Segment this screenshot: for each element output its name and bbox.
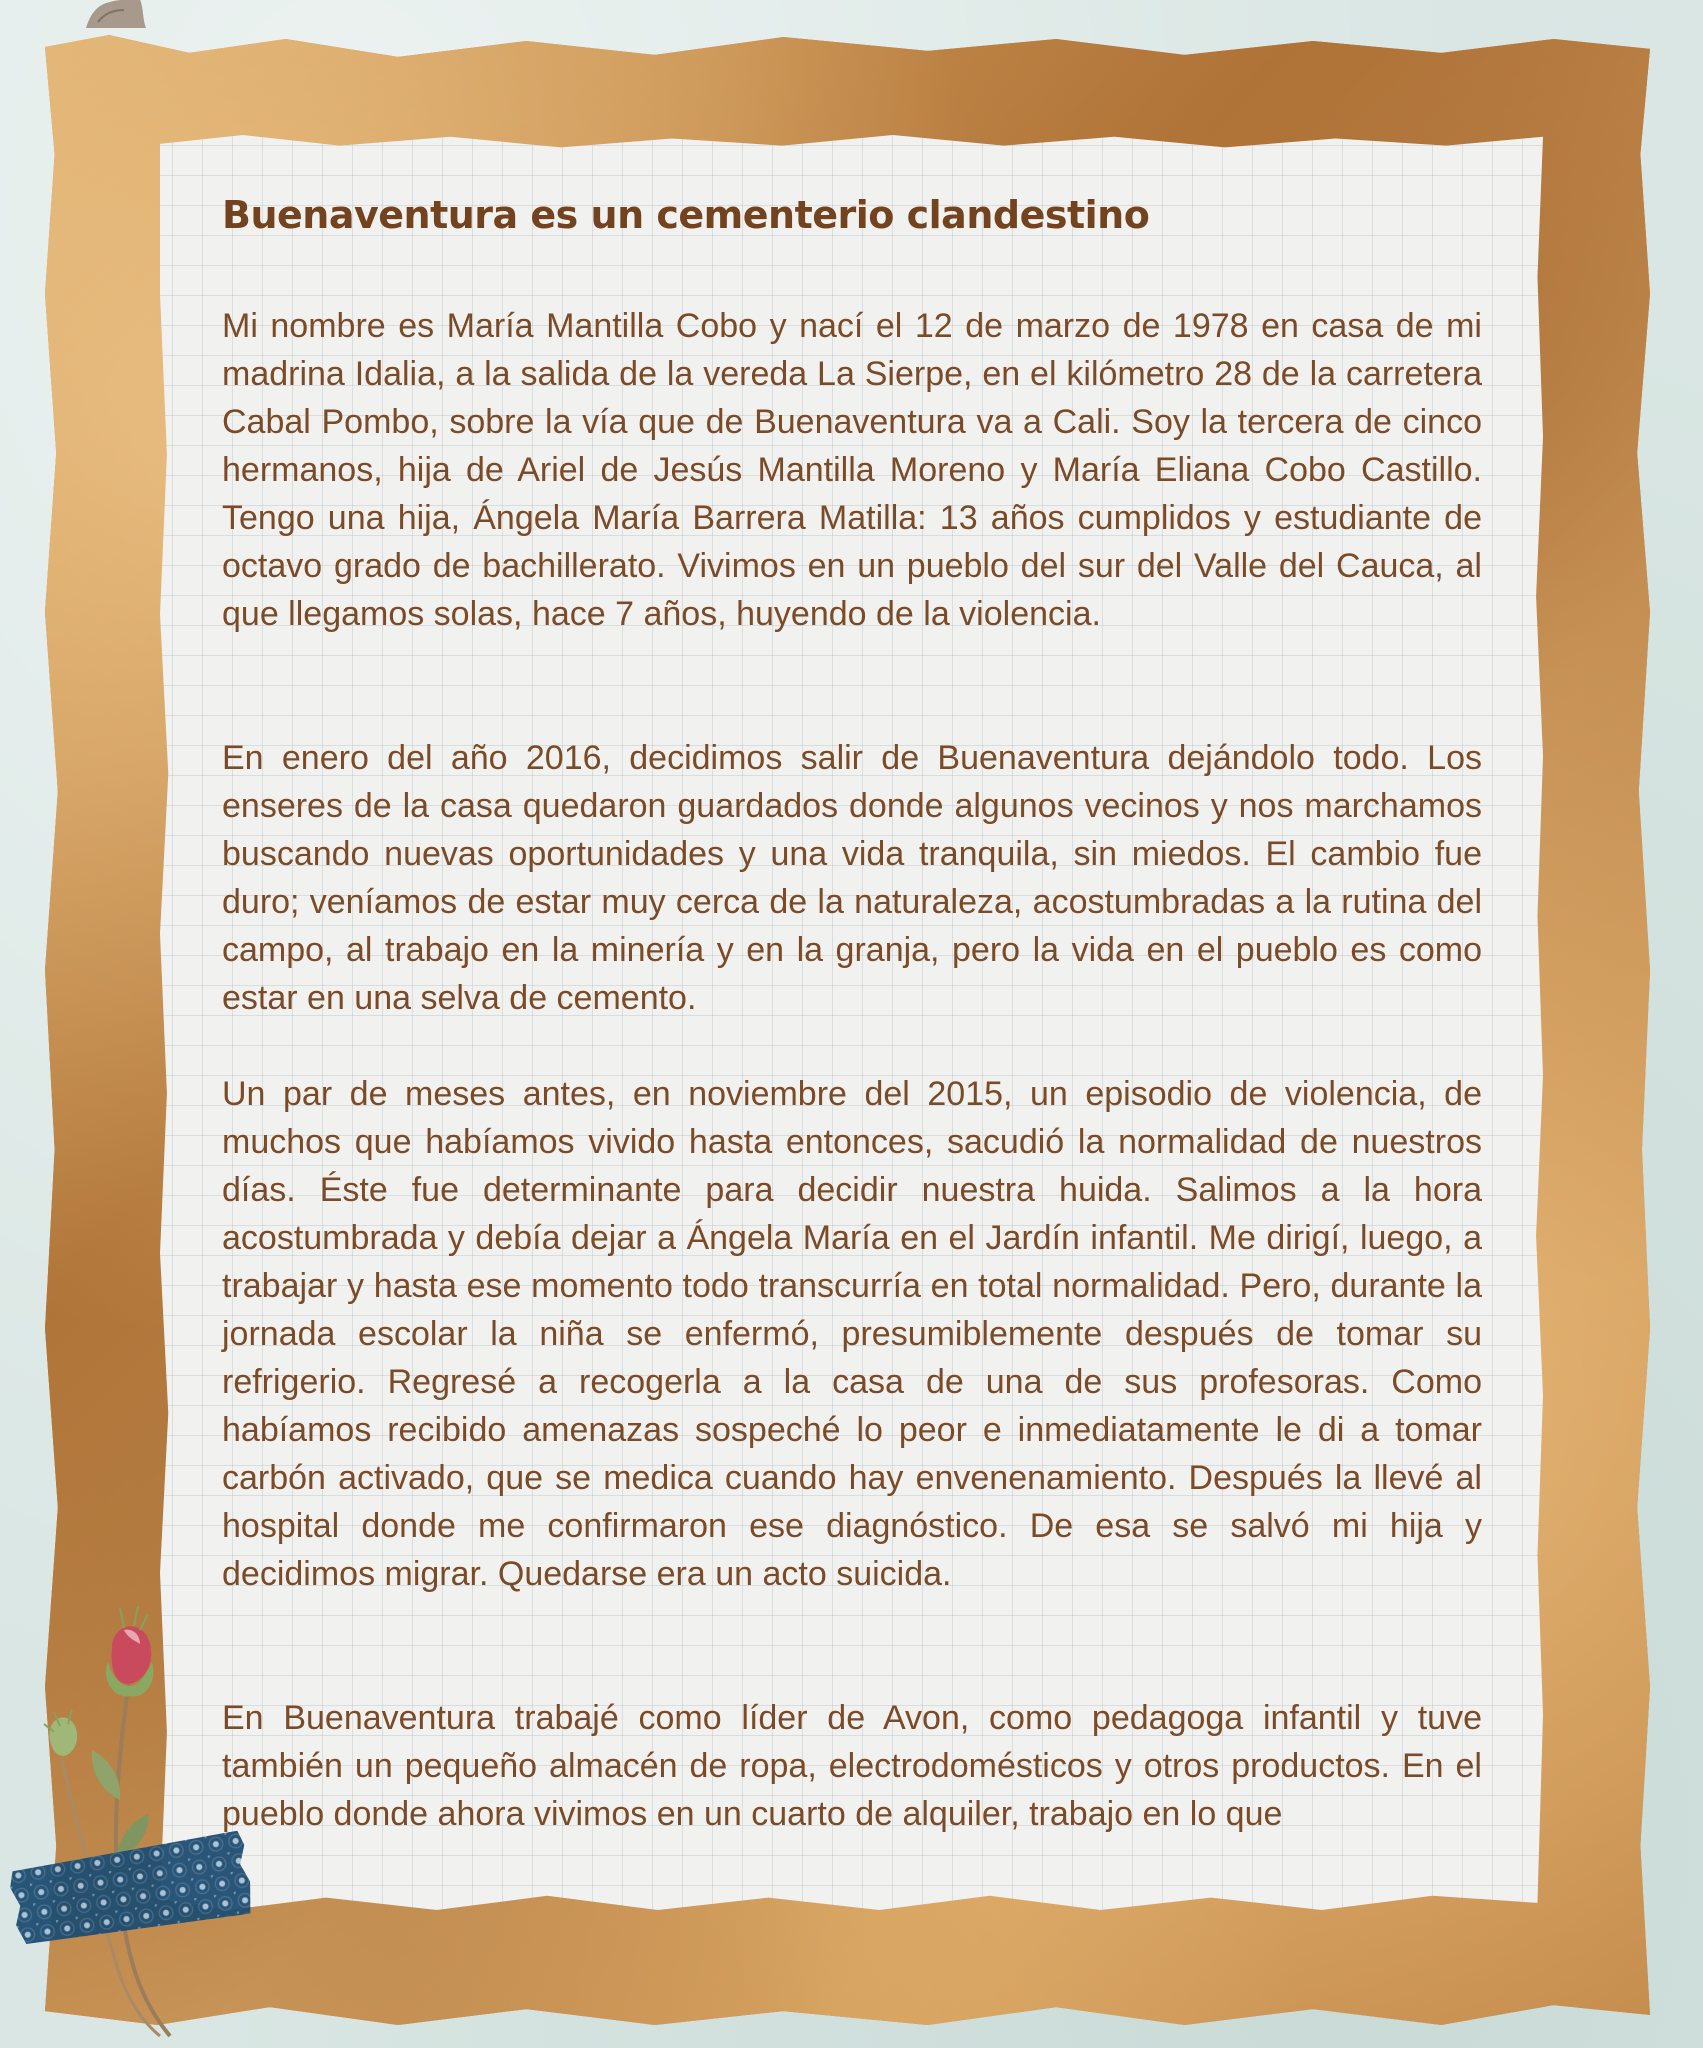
paragraph-1: Mi nombre es María Mantilla Cobo y nací el 12 de marzo de 1978 en casa de mi madrina Idalia, a la salida de la vereda La Sierpe, en el kilómetro 28 de la carretera Cabal Pombo, sobre la vía que de Buenaventura va a Cali. Soy la tercera de cinco hermanos, hija de Ariel de Jesús Mantilla Moreno y María Eliana Cobo Castillo. Tengo una hija, Ángela María Barrera Matilla: 13 años cumplidos y estudiante de octavo grado de bachillerato. Vivimos en un pueblo del sur del Valle del Cauca, al que llegamos solas, hace 7 años, huyendo de la violencia.: [222, 307, 1482, 633]
paragraph-4: En Buenaventura trabajé como líder de Avon, como pedagoga infantil y tuve también un pequeño almacén de ropa, electrodomésticos y otros productos. En el pueblo donde ahora vivimos en un cuarto de alquiler, trabajo en lo que: [222, 1699, 1482, 1833]
rose-bud-decoration: [20, 1600, 210, 2040]
rock-decoration: [80, 0, 150, 28]
paragraph-3: Un par de meses antes, en noviembre del 2015, un episodio de violencia, de muchos que habíamos vivido hasta entonces, sacudió la normalidad de nuestros días. Éste fue determinante para decidir nuestra huida. Salimos a la hora acostumbrada y debía dejar a Ángela María en el Jardín infantil. Me dirigí, luego, a trabajar y hasta ese momento todo transcurría en total normalidad. Pero, durante la jornada escolar la niña se enfermó, presumiblemente después de tomar su refrigerio. Regresé a recogerla a la casa de una de sus profesoras. Como habíamos recibido amenazas sospeché lo peor e inmediatamente le di a tomar carbón activado, que se medica cuando hay envenenamiento. Después la llevé al hospital donde me confirmaron ese diagnóstico. De esa se salvó mi hija y decidimos migrar. Quedarse era un acto suicida.: [222, 1075, 1482, 1593]
page-title: Buenaventura es un cementerio clandestino: [222, 193, 1150, 237]
paragraph-2: En enero del año 2016, decidimos salir de Buenaventura dejándolo todo. Los enseres de la casa quedaron guardados donde algunos vecinos y nos marchamos buscando nuevas oportunidades y una vida tranquila, sin miedos. El cambio fue duro; veníamos de estar muy cerca de la naturaleza, acostumbradas a la rutina del campo, al trabajo en la minería y en la granja, pero la vida en el pueblo es como estar en una selva de cemento.: [222, 739, 1482, 1017]
